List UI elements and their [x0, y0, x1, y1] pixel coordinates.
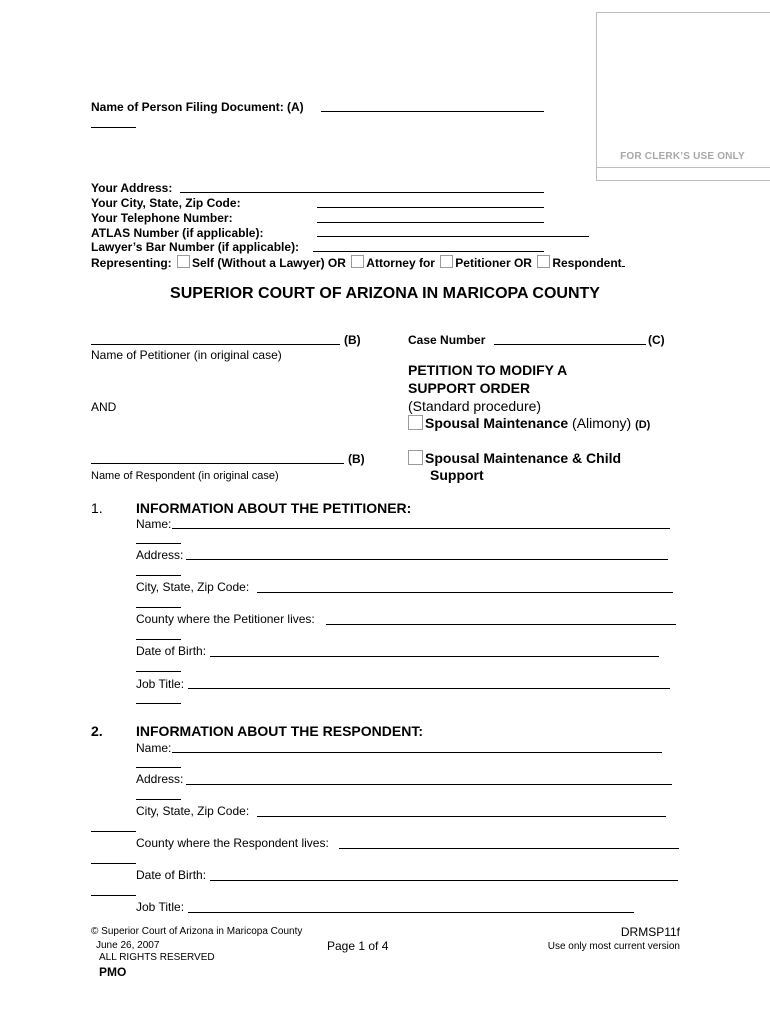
respondent-caption: Name of Respondent (in original case): [91, 470, 279, 482]
section1-number: 1.: [91, 500, 103, 516]
respondent-underline: [622, 255, 625, 267]
petitioner-county-label: County where the Petitioner lives:: [136, 612, 315, 626]
c-marker: (C): [648, 333, 665, 347]
respondent-county-field-cont[interactable]: [91, 863, 136, 864]
petitioner-address-field-cont[interactable]: [136, 575, 181, 576]
filer-bar-line[interactable]: [313, 251, 544, 252]
respondent-address-field-cont[interactable]: [136, 799, 181, 800]
option-attorney-label: Attorney for: [366, 256, 435, 270]
respondent-city-label: City, State, Zip Code:: [136, 804, 250, 818]
respondent-job-field[interactable]: [188, 912, 634, 913]
respondent-city-field[interactable]: [257, 816, 666, 817]
respondent-county-field[interactable]: [339, 848, 679, 849]
checkbox-respondent[interactable]: [537, 255, 550, 268]
d-marker: (D): [635, 419, 651, 431]
petitioner-job-label: Job Title:: [136, 677, 185, 691]
petitioner-dob-field[interactable]: [210, 656, 659, 657]
filer-city-label: Your City, State, Zip Code:: [91, 196, 241, 210]
petitioner-job-field[interactable]: [188, 688, 670, 689]
option-respondent-label: Respondent: [552, 256, 622, 270]
petitioner-dob-field-cont[interactable]: [136, 671, 181, 672]
respondent-address-label: Address:: [136, 772, 184, 786]
respondent-name-field-cont[interactable]: [136, 767, 181, 768]
filer-address-line[interactable]: [180, 192, 544, 193]
checkbox-petitioner[interactable]: [440, 255, 453, 268]
representing-label: Representing:: [91, 256, 172, 270]
spousal-child-option-label-cont: Support: [430, 467, 484, 483]
petitioner-address-field[interactable]: [186, 559, 668, 560]
section2-title: INFORMATION ABOUT THE RESPONDENT:: [136, 723, 423, 739]
petitioner-name-label: Name:: [136, 517, 172, 531]
filer-atlas-line[interactable]: [317, 236, 589, 237]
spousal-option-label: Spousal Maintenance: [425, 415, 569, 431]
footer-date: June 26, 2007: [96, 940, 160, 951]
procedure-label: (Standard procedure): [408, 398, 542, 414]
footer-code: PMO: [99, 965, 127, 979]
respondent-job-label: Job Title:: [136, 900, 185, 914]
respondent-dob-label: Date of Birth:: [136, 868, 207, 882]
option-petitioner-label: Petitioner OR: [455, 256, 532, 270]
petition-title-line1: PETITION TO MODIFY A: [408, 362, 568, 378]
footer-note: Use only most current version: [547, 941, 680, 952]
and-label: AND: [91, 400, 117, 414]
filer-bar-label: Lawyer’s Bar Number (if applicable):: [91, 240, 300, 254]
respondent-name-label: Name:: [136, 741, 172, 755]
section1-title: INFORMATION ABOUT THE PETITIONER:: [136, 500, 412, 516]
spousal-child-option-label: Spousal Maintenance & Child: [425, 450, 622, 466]
filer-name-label: Name of Person Filing Document: (A): [91, 100, 304, 114]
section2-number: 2.: [91, 723, 103, 739]
respondent-dob-field-cont[interactable]: [91, 895, 136, 896]
spousal-child-option-row: [408, 450, 621, 466]
filer-city-line[interactable]: [317, 207, 544, 208]
petitioner-city-label: City, State, Zip Code:: [136, 580, 250, 594]
clerk-use-label: FOR CLERK’S USE ONLY: [620, 151, 745, 162]
checkbox-attorney[interactable]: [351, 255, 364, 268]
footer-rights: ALL RIGHTS RESERVED: [99, 952, 215, 963]
petitioner-address-label: Address:: [136, 548, 184, 562]
petitioner-city-field[interactable]: [257, 592, 673, 593]
respondent-dob-field[interactable]: [210, 880, 678, 881]
footer-copyright: © Superior Court of Arizona in Maricopa County: [91, 926, 303, 937]
respondent-name-field[interactable]: [172, 752, 662, 753]
filer-address-label: Your Address:: [91, 181, 173, 195]
representing-row: [91, 255, 625, 270]
respondent-city-field-cont[interactable]: [91, 831, 136, 832]
respondent-county-label: County where the Respondent lives:: [136, 836, 329, 850]
petitioner-dob-label: Date of Birth:: [136, 644, 207, 658]
respondent-name-line[interactable]: [91, 463, 344, 464]
filer-phone-line[interactable]: [317, 222, 544, 223]
filer-atlas-label: ATLAS Number (if applicable):: [91, 226, 264, 240]
spousal-option-row: [408, 415, 650, 431]
petitioner-city-field-cont[interactable]: [136, 607, 181, 608]
filer-phone-label: Your Telephone Number:: [91, 211, 233, 225]
checkbox-spousal-child[interactable]: [408, 450, 423, 465]
footer-page: Page 1 of 4: [327, 939, 389, 953]
case-number-line[interactable]: [494, 344, 646, 345]
petition-title-line2: SUPPORT ORDER: [408, 380, 531, 396]
filer-name-line[interactable]: [321, 111, 544, 112]
spousal-option-paren: (Alimony): [572, 415, 632, 431]
petitioner-county-field[interactable]: [326, 624, 676, 625]
checkbox-self[interactable]: [177, 255, 190, 268]
petitioner-name-field-cont[interactable]: [136, 543, 181, 544]
b-marker-respondent: (B): [348, 452, 365, 466]
b-marker-petitioner: (B): [344, 333, 361, 347]
petitioner-name-line[interactable]: [91, 344, 340, 345]
clerk-use-box: [596, 12, 770, 168]
respondent-address-field[interactable]: [186, 784, 672, 785]
checkbox-spousal-maintenance[interactable]: [408, 415, 423, 430]
footer-form-id: DRMSP11f: [620, 925, 680, 939]
petitioner-name-field[interactable]: [172, 528, 670, 529]
case-number-label: Case Number: [408, 333, 486, 347]
petitioner-job-field-cont[interactable]: [136, 703, 181, 704]
clerk-use-strip: [596, 167, 770, 181]
filer-name-line-cont[interactable]: [91, 127, 136, 128]
petitioner-county-field-cont[interactable]: [136, 639, 181, 640]
court-title: SUPERIOR COURT OF ARIZONA IN MARICOPA COUNTY: [170, 285, 600, 302]
option-self-label: Self (Without a Lawyer) OR: [192, 256, 346, 270]
petitioner-caption: Name of Petitioner (in original case): [91, 348, 282, 362]
